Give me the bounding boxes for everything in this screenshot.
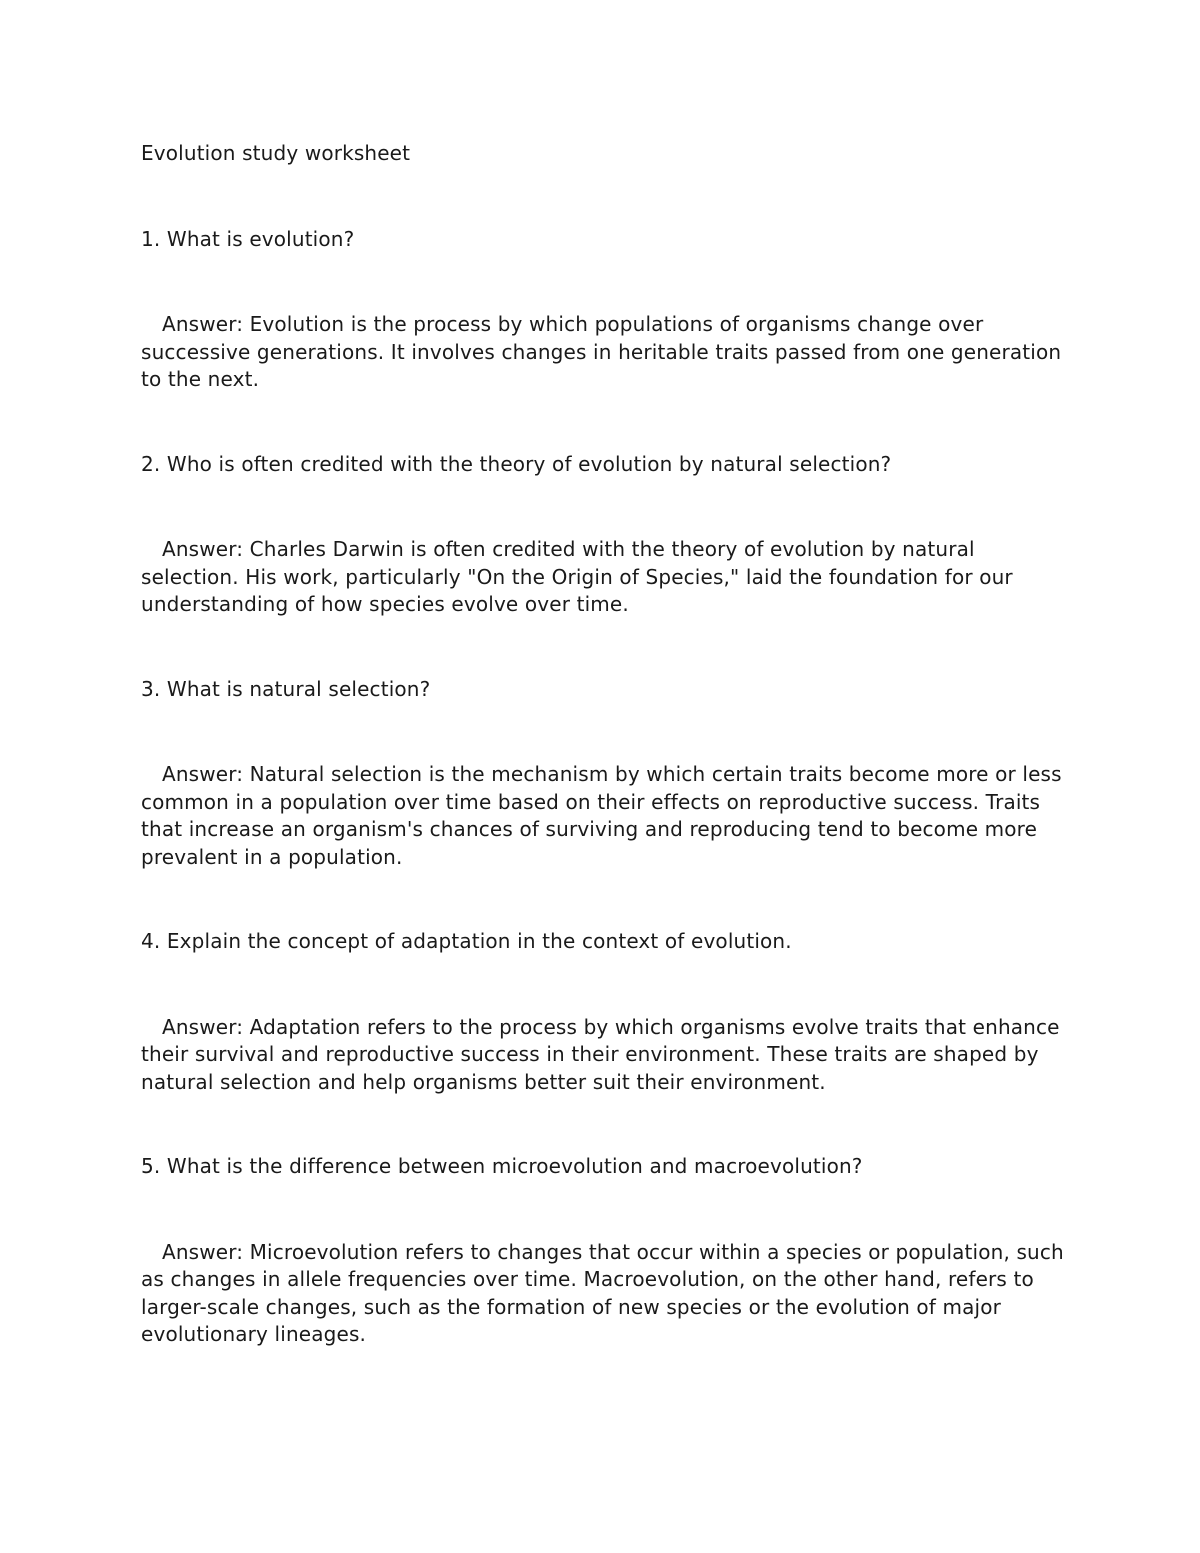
answer-label: Answer:	[162, 1239, 244, 1264]
answer-5	[141, 1239, 1071, 1349]
answer-label: Answer:	[162, 762, 244, 786]
answer-text: Charles Darwin is often credited with the theory of evolution by natural selection. His work, particularly "On the Origin of Species," laid the foundation for our understanding of how species evolve over time.	[141, 537, 1013, 616]
question-4: 4. Explain the concept of adaptation in the context of evolution.	[141, 929, 792, 953]
answer-3	[141, 761, 1071, 871]
answer-text: Adaptation refers to the process by which organisms evolve traits that enhance their survival and reproductive success in their environment. These traits are shaped by natural selection and help organisms better suit their environment.	[141, 1014, 1060, 1094]
answer-label: Answer:	[162, 537, 244, 561]
answer-label: Answer:	[162, 1014, 244, 1039]
qa-item-1	[141, 226, 1071, 394]
answer-text: Natural selection is the mechanism by which certain traits become more or less common in a population over time based on their effects on reproductive success. Traits that increase an organism's chances of surviving and reproducing tend to become more prevalent in a population.	[141, 762, 1062, 869]
answer-1	[141, 311, 1071, 394]
question-2: 2. Who is often credited with the theory of evolution by natural selection?	[141, 451, 892, 476]
question-3: 3. What is natural selection?	[141, 676, 431, 701]
question-5: 5. What is the difference between microevolution and macroevolution?	[141, 1154, 863, 1178]
document-title: Evolution study worksheet	[141, 141, 411, 165]
qa-item-3	[141, 676, 1071, 872]
answer-text: Microevolution refers to changes that occur within a species or population, such as changes in allele frequencies over time. Macroevolution, on the other hand, refers to larger-scale changes, such as the formation of new species or the evolution of major evolutionary lineages.	[141, 1239, 1064, 1346]
qa-item-2	[141, 451, 1071, 619]
document-body	[141, 140, 1071, 1406]
answer-4	[141, 1014, 1071, 1097]
qa-item-5	[141, 1153, 1071, 1349]
qa-item-4	[141, 928, 1071, 1096]
answer-text: Evolution is the process by which populations of organisms change over successive generations. It involves changes in heritable traits passed from one generation to the next.	[141, 312, 1062, 391]
answer-2	[141, 536, 1071, 619]
answer-label: Answer:	[162, 312, 244, 336]
question-1: 1. What is evolution?	[141, 226, 355, 251]
